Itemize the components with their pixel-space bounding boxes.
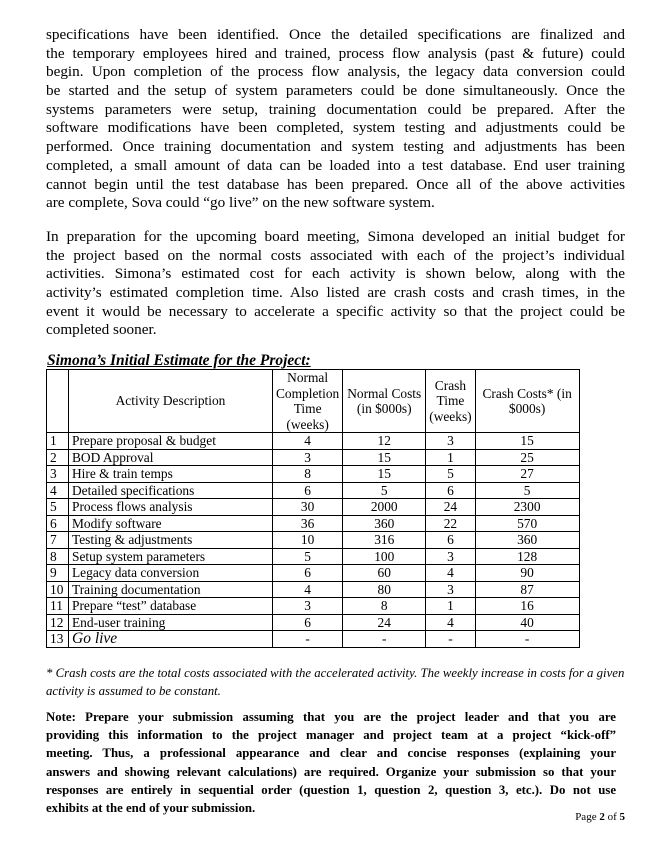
text-line: the temporary employees hired and trained, process flow analysis (past & future) could	[46, 44, 625, 62]
row-number: 13	[47, 631, 69, 648]
crash-cost: 16	[475, 598, 579, 615]
normal-time: 4	[273, 433, 343, 450]
normal-cost: 5	[343, 482, 426, 499]
normal-cost: -	[343, 631, 426, 648]
page-label: Page	[575, 811, 600, 823]
text-line: In preparation for the upcoming board meeting, Simona developed an initial budget for	[46, 228, 625, 245]
crash-cost: 5	[475, 482, 579, 499]
normal-cost: 24	[343, 614, 426, 631]
table-row	[47, 581, 580, 598]
text-line: begin. Upon completion of the process flow analysis, the legacy data conversion could	[46, 63, 625, 81]
normal-time: 30	[273, 499, 343, 516]
normal-time: 6	[273, 482, 343, 499]
activity-description: Process flows analysis	[69, 499, 273, 516]
text-line: are complete, Sova could “go live” on the new software system.	[46, 194, 435, 212]
crash-cost: 15	[475, 433, 579, 450]
crash-time: -	[426, 631, 475, 648]
crash-time: 4	[426, 565, 475, 582]
page-of: of	[604, 811, 620, 823]
crash-time: 3	[426, 548, 475, 565]
page-current: 2	[599, 811, 605, 823]
crash-cost: 27	[475, 466, 579, 483]
text-line: providing this information to the project manager and project team at a project “kick-off”	[46, 728, 616, 743]
row-number: 5	[47, 499, 69, 516]
text-line: be started and the setup of system parameters could be done simultaneously. Once the	[46, 82, 625, 100]
normal-time: 4	[273, 581, 343, 598]
crash-time: 3	[426, 581, 475, 598]
normal-time: 8	[273, 466, 343, 483]
normal-time: 5	[273, 548, 343, 565]
activity-description: BOD Approval	[69, 449, 273, 466]
row-number: 4	[47, 482, 69, 499]
text-line: the project based on the normal costs associated with each of the project’s individual	[46, 246, 625, 264]
text-line: meeting. Thus, a professional appearance and clear and concise responses (explaining your	[46, 746, 616, 761]
text-line: specifications have been identified. Once the detailed specifications are finalized and	[46, 26, 625, 43]
page-number	[575, 811, 625, 823]
table-row	[47, 515, 580, 532]
text-line: software modifications have been completed, system testing and adjustments could be	[46, 119, 625, 137]
activity-description: Detailed specifications	[69, 482, 273, 499]
column-header	[47, 370, 69, 433]
text-line: completed, a small amount of data can be loaded into a test database. End user training	[46, 156, 625, 174]
crash-time: 4	[426, 614, 475, 631]
crash-cost: 2300	[475, 499, 579, 516]
activity-description: Training documentation	[69, 581, 273, 598]
normal-cost: 80	[343, 581, 426, 598]
text-line: responses are entirely in sequential order (question 1, question 2, question 3, etc.). Do not use	[46, 782, 616, 797]
row-number: 9	[47, 565, 69, 582]
column-header: Crash Time (weeks)	[426, 370, 475, 433]
normal-time: 6	[273, 614, 343, 631]
row-number: 3	[47, 466, 69, 483]
table-row	[47, 565, 580, 582]
estimate-table	[46, 369, 580, 648]
table-row	[47, 614, 580, 631]
row-number: 7	[47, 532, 69, 549]
row-number: 12	[47, 614, 69, 631]
activity-description: Modify software	[69, 515, 273, 532]
column-header: Activity Description	[69, 370, 273, 433]
activity-description: End-user training	[69, 614, 273, 631]
table-row	[47, 548, 580, 565]
table-row	[47, 482, 580, 499]
paragraph-1	[46, 26, 625, 213]
activity-description: Prepare “test” database	[69, 598, 273, 615]
activity-description: Setup system parameters	[69, 548, 273, 565]
crash-cost: 90	[475, 565, 579, 582]
crash-time: 24	[426, 499, 475, 516]
normal-cost: 8	[343, 598, 426, 615]
text-line: event it would be necessary to accelerate a specific activity so that the project could be	[46, 302, 625, 320]
text-line: exhibits at the end of your submission.	[46, 800, 256, 815]
activity-description: Go live	[69, 631, 273, 648]
table-row	[47, 598, 580, 615]
normal-time: 10	[273, 532, 343, 549]
crash-time: 22	[426, 515, 475, 532]
normal-cost: 60	[343, 565, 426, 582]
table-row	[47, 449, 580, 466]
crash-time: 3	[426, 433, 475, 450]
text-line: activity’s estimated completion time. Also listed are crash costs and crash times, in the	[46, 284, 625, 302]
column-header: Normal Completion Time (weeks)	[273, 370, 343, 433]
row-number: 2	[47, 449, 69, 466]
normal-cost: 12	[343, 433, 426, 450]
crash-cost: 128	[475, 548, 579, 565]
column-header: Normal Costs (in $000s)	[343, 370, 426, 433]
text-line: completed sooner.	[46, 321, 157, 339]
crash-time: 5	[426, 466, 475, 483]
table-row	[47, 532, 580, 549]
activity-description: Testing & adjustments	[69, 532, 273, 549]
table-row	[47, 631, 580, 648]
normal-time: -	[273, 631, 343, 648]
text-line: cannot begin until the test database has been prepared. Once all of the above activities	[46, 175, 625, 193]
text-line: performed. Once training documentation and system testing and adjustments has been	[46, 138, 625, 156]
text-line: Note: Prepare your submission assuming that you are the project leader and that you are	[46, 710, 616, 724]
submission-note	[46, 708, 616, 817]
activity-description: Hire & train temps	[69, 466, 273, 483]
activity-description: Prepare proposal & budget	[69, 433, 273, 450]
table-header-row	[47, 370, 580, 433]
text-line: activities. Simona’s estimated cost for each activity is shown below, along with the	[46, 265, 625, 283]
normal-time: 6	[273, 565, 343, 582]
normal-cost: 2000	[343, 499, 426, 516]
row-number: 6	[47, 515, 69, 532]
normal-time: 3	[273, 598, 343, 615]
row-number: 8	[47, 548, 69, 565]
crash-cost: 570	[475, 515, 579, 532]
crash-cost: -	[475, 631, 579, 648]
crash-time: 1	[426, 449, 475, 466]
crash-cost: 87	[475, 581, 579, 598]
normal-cost: 15	[343, 449, 426, 466]
activity-description: Legacy data conversion	[69, 565, 273, 582]
footnote: * Crash costs are the total costs associated with the accelerated activity. The weekly increase in costs for a given activity is assumed to be constant.	[46, 666, 625, 698]
table-title: Simona’s Initial Estimate for the Project:	[47, 352, 311, 369]
table-row	[47, 466, 580, 483]
normal-cost: 100	[343, 548, 426, 565]
row-number: 10	[47, 581, 69, 598]
crash-time: 1	[426, 598, 475, 615]
normal-time: 3	[273, 449, 343, 466]
row-number: 1	[47, 433, 69, 450]
table-row	[47, 499, 580, 516]
normal-time: 36	[273, 515, 343, 532]
table-row	[47, 433, 580, 450]
text-line: answers and showing relevant calculations) are required. Organize your submission so that your	[46, 764, 616, 779]
normal-cost: 15	[343, 466, 426, 483]
normal-cost: 360	[343, 515, 426, 532]
normal-cost: 316	[343, 532, 426, 549]
crash-time: 6	[426, 482, 475, 499]
page-total: 5	[619, 811, 625, 823]
crash-cost: 25	[475, 449, 579, 466]
crash-cost: 360	[475, 532, 579, 549]
text-line: systems parameters were setup, training documentation could be prepared. After the	[46, 100, 625, 118]
crash-time: 6	[426, 532, 475, 549]
column-header: Crash Costs* (in $000s)	[475, 370, 579, 433]
crash-cost: 40	[475, 614, 579, 631]
row-number: 11	[47, 598, 69, 615]
paragraph-2	[46, 228, 625, 340]
